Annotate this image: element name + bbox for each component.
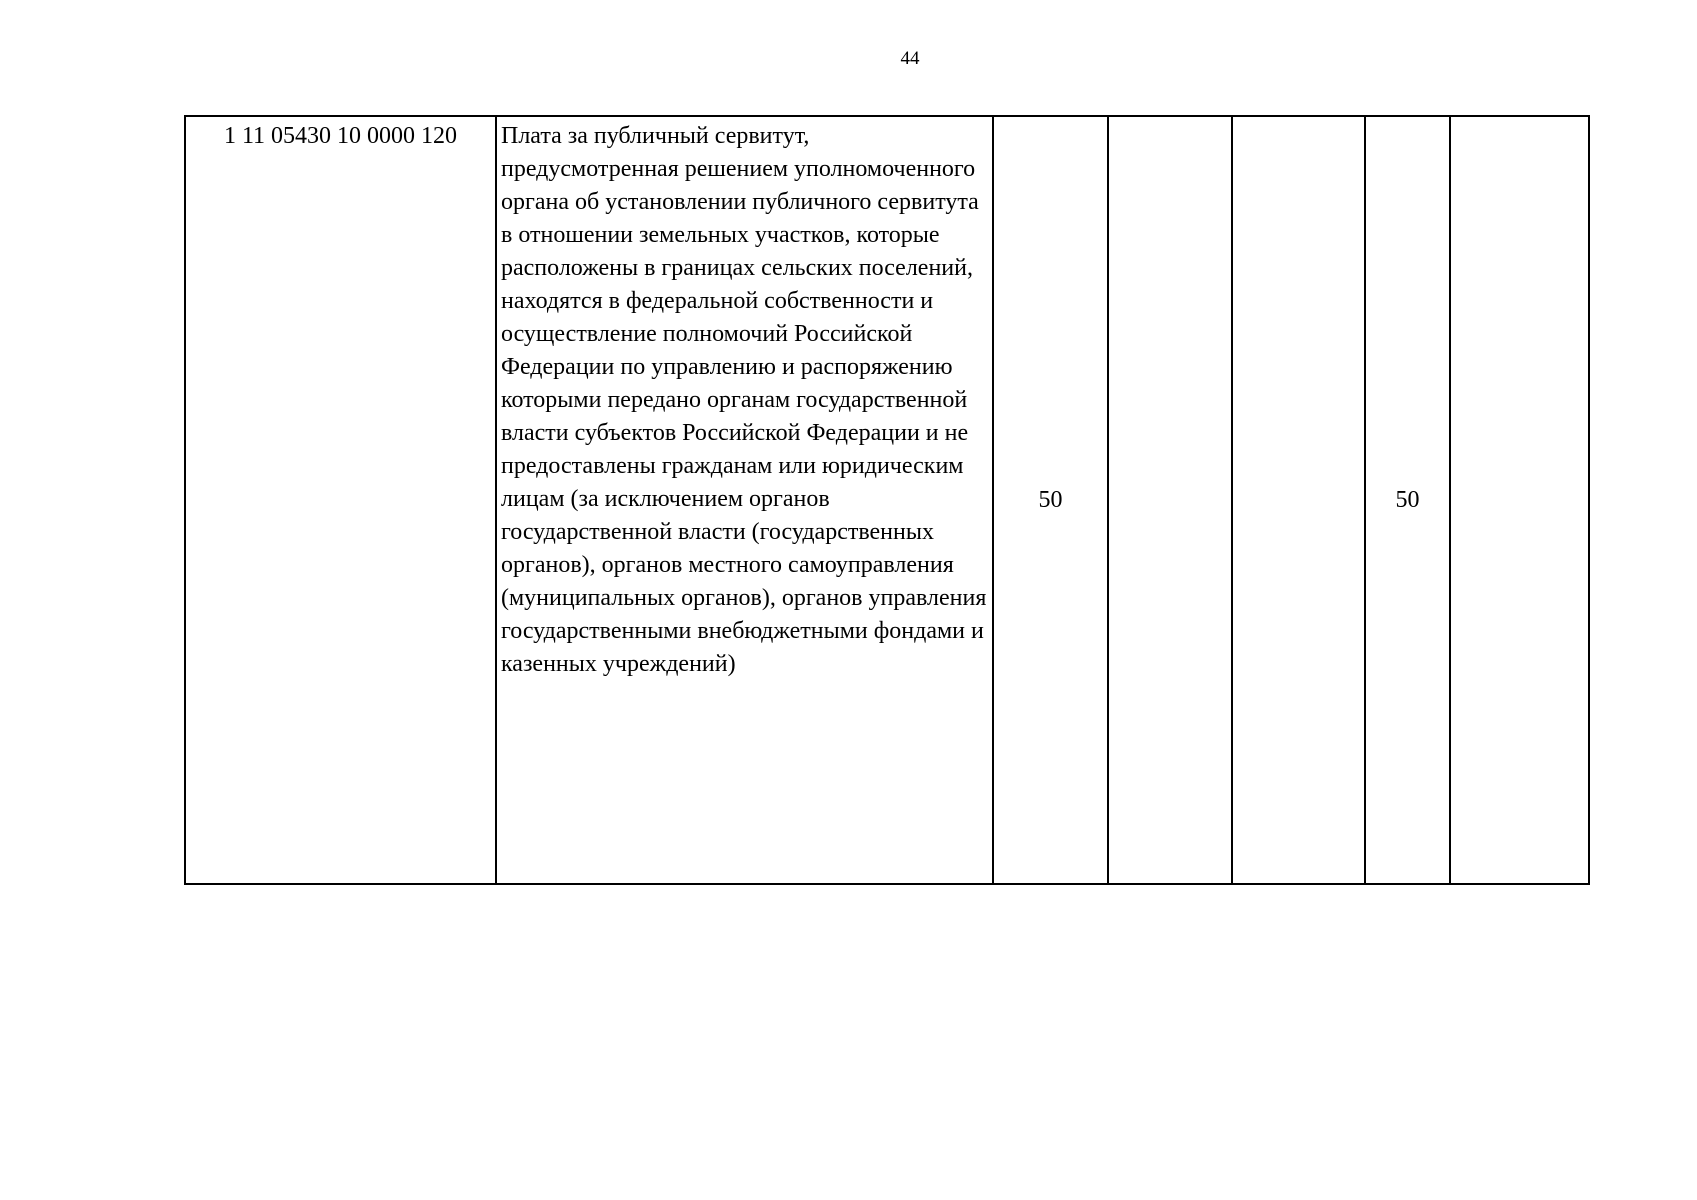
revenue-table: [184, 115, 1590, 885]
value-cell-6: 50: [1365, 116, 1450, 884]
budget-code-cell: 1 11 05430 10 0000 120: [185, 116, 496, 884]
value-cell-7: [1450, 116, 1589, 884]
revenue-description-cell: Плата за публичный сервитут, предусмотренная решением уполномоченного органа об установлении публичного сервитута в отношении земельных участков, которые расположены в границах сельских поселений, находятся в федеральной собственности и осуществление полномочий Российской Федерации по управлению и распоряжению которыми передано органам государственной власти субъектов Российской Федерации и не предоставлены гражданам или юридическим лицам (за исключением органов государственной власти (государственных органов), органов местного самоуправления (муниципальных органов), органов управления государственными внебюджетными фондами и казенных учреждений): [496, 116, 993, 884]
value-cell-4: [1108, 116, 1232, 884]
page-number: 44: [900, 48, 920, 69]
value-cell-3: 50: [993, 116, 1108, 884]
value-cell-5: [1232, 116, 1365, 884]
table-row: [185, 116, 1589, 884]
